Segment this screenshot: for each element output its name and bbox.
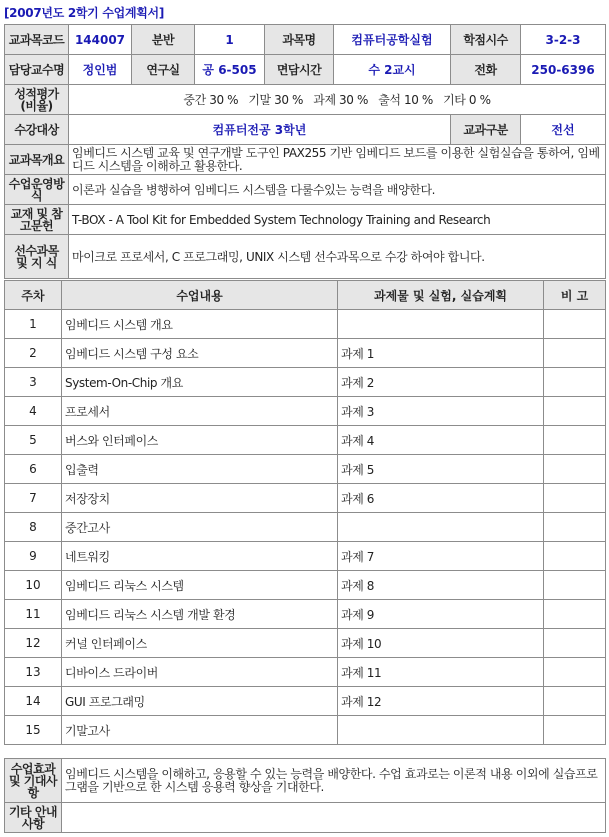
week-assignment: 과제 2: [338, 368, 544, 397]
week-number: 10: [5, 571, 62, 600]
week-content: 저장장치: [62, 484, 338, 513]
credits-label: 학점시수: [451, 25, 521, 55]
week-note: [544, 368, 606, 397]
course-code-label: 교과목코드: [5, 25, 69, 55]
other-label: 기타 안내사항: [5, 803, 62, 833]
week-number: 7: [5, 484, 62, 513]
credits: 3-2-3: [521, 25, 606, 55]
week-assignment: 과제 8: [338, 571, 544, 600]
target-value: 컴퓨터전공 3학년: [69, 115, 451, 145]
table-row: [5, 426, 606, 455]
week-number: 3: [5, 368, 62, 397]
week-assignment: [338, 716, 544, 745]
week-content: 임베디드 리눅스 시스템 개발 환경: [62, 600, 338, 629]
table-row: [5, 368, 606, 397]
week-note: [544, 397, 606, 426]
prereq-value: 마이크로 프로세서, C 프로그래밍, UNIX 시스템 선수과목으로 수강 하여야 합니다.: [69, 235, 606, 279]
week-content: 입출력: [62, 455, 338, 484]
objective-label: 교과목개요: [5, 145, 69, 175]
grading-label: 성적평가(비율): [5, 85, 69, 115]
week-assignment: 과제 3: [338, 397, 544, 426]
effect-label: 수업효과 및 기대사항: [5, 759, 62, 803]
table-row: [5, 716, 606, 745]
week-content: 임베디드 시스템 개요: [62, 310, 338, 339]
week-number: 15: [5, 716, 62, 745]
week-number: 5: [5, 426, 62, 455]
professor-label: 담당교수명: [5, 55, 69, 85]
week-number: 14: [5, 687, 62, 716]
course-name-label: 과목명: [265, 25, 334, 55]
phone: 250-6396: [521, 55, 606, 85]
professor: 정인범: [69, 55, 132, 85]
page-title: [2007년도 2학기 수업계획서]: [4, 6, 165, 20]
effect-value: 임베디드 시스템을 이해하고, 응용할 수 있는 능력을 배양한다. 수업 효과로는 이론적 내용 이외에 실습프로그램을 기반으로 한 시스템 응용력 향상을 기대한다.: [62, 759, 606, 803]
week-note: [544, 716, 606, 745]
week-content: 기말고사: [62, 716, 338, 745]
col-header-week: 주차: [5, 281, 62, 310]
week-number: 8: [5, 513, 62, 542]
week-note: [544, 426, 606, 455]
week-assignment: [338, 513, 544, 542]
table-row: [5, 542, 606, 571]
week-assignment: 과제 10: [338, 629, 544, 658]
category-value: 전선: [521, 115, 606, 145]
week-number: 9: [5, 542, 62, 571]
week-note: [544, 542, 606, 571]
course-code: 144007: [69, 25, 132, 55]
week-assignment: 과제 6: [338, 484, 544, 513]
week-number: 1: [5, 310, 62, 339]
table-row: [5, 513, 606, 542]
week-note: [544, 658, 606, 687]
table-row: [5, 455, 606, 484]
week-note: [544, 571, 606, 600]
category-label: 교과구분: [451, 115, 521, 145]
week-content: 네트워킹: [62, 542, 338, 571]
week-content: System-On-Chip 개요: [62, 368, 338, 397]
week-content: 임베디드 리눅스 시스템: [62, 571, 338, 600]
week-content: GUI 프로그래밍: [62, 687, 338, 716]
objective-value: 임베디드 시스템 교육 및 연구개발 도구인 PAX255 기반 임베디드 보드를 이용한 실험실습을 통하여, 임베디드 시스템을 이해하고 활용한다.: [69, 145, 606, 175]
course-info-table: [4, 24, 606, 279]
table-row: [5, 629, 606, 658]
week-note: [544, 310, 606, 339]
office: 공 6-505: [195, 55, 265, 85]
week-note: [544, 339, 606, 368]
week-note: [544, 455, 606, 484]
week-assignment: 과제 7: [338, 542, 544, 571]
office-hours-label: 면담시간: [265, 55, 334, 85]
office-label: 연구실: [132, 55, 195, 85]
week-note: [544, 687, 606, 716]
target-label: 수강대상: [5, 115, 69, 145]
textbook-value: T-BOX - A Tool Kit for Embedded System Technology Training and Research: [69, 205, 606, 235]
week-assignment: 과제 4: [338, 426, 544, 455]
table-row: [5, 339, 606, 368]
week-assignment: [338, 310, 544, 339]
grading-value: 중간 30 % 기말 30 % 과제 30 % 출석 10 % 기타 0 %: [69, 85, 606, 115]
week-number: 13: [5, 658, 62, 687]
table-row: [5, 397, 606, 426]
week-content: 디바이스 드라이버: [62, 658, 338, 687]
method-value: 이론과 실습을 병행하여 임베디드 시스템을 다룰수있는 능력을 배양한다.: [69, 175, 606, 205]
week-number: 12: [5, 629, 62, 658]
table-row: [5, 658, 606, 687]
week-number: 2: [5, 339, 62, 368]
week-note: [544, 484, 606, 513]
table-row: [5, 484, 606, 513]
table-row: [5, 600, 606, 629]
week-assignment: 과제 11: [338, 658, 544, 687]
week-note: [544, 513, 606, 542]
week-content: 중간고사: [62, 513, 338, 542]
col-header-note: 비 고: [544, 281, 606, 310]
week-content: 커널 인터페이스: [62, 629, 338, 658]
col-header-assignment: 과제물 및 실험, 실습계획: [338, 281, 544, 310]
footer-table: [4, 758, 606, 833]
week-note: [544, 629, 606, 658]
table-row: [5, 310, 606, 339]
week-content: 버스와 인터페이스: [62, 426, 338, 455]
week-assignment: 과제 5: [338, 455, 544, 484]
table-row: [5, 571, 606, 600]
schedule-table: [4, 280, 606, 745]
other-value: [62, 803, 606, 833]
week-content: 프로세서: [62, 397, 338, 426]
week-number: 4: [5, 397, 62, 426]
phone-label: 전화: [451, 55, 521, 85]
textbook-label: 교재 및 참고문헌: [5, 205, 69, 235]
col-header-content: 수업내용: [62, 281, 338, 310]
week-assignment: 과제 12: [338, 687, 544, 716]
week-number: 6: [5, 455, 62, 484]
table-row: [5, 687, 606, 716]
week-assignment: 과제 9: [338, 600, 544, 629]
method-label: 수업운영방식: [5, 175, 69, 205]
office-hours: 수 2교시: [334, 55, 451, 85]
week-content: 임베디드 시스템 구성 요소: [62, 339, 338, 368]
week-assignment: 과제 1: [338, 339, 544, 368]
week-number: 11: [5, 600, 62, 629]
section-label: 분반: [132, 25, 195, 55]
section: 1: [195, 25, 265, 55]
course-name: 컴퓨터공학실험: [334, 25, 451, 55]
week-note: [544, 600, 606, 629]
prereq-label: 선수과목 및 지 식: [5, 235, 69, 279]
